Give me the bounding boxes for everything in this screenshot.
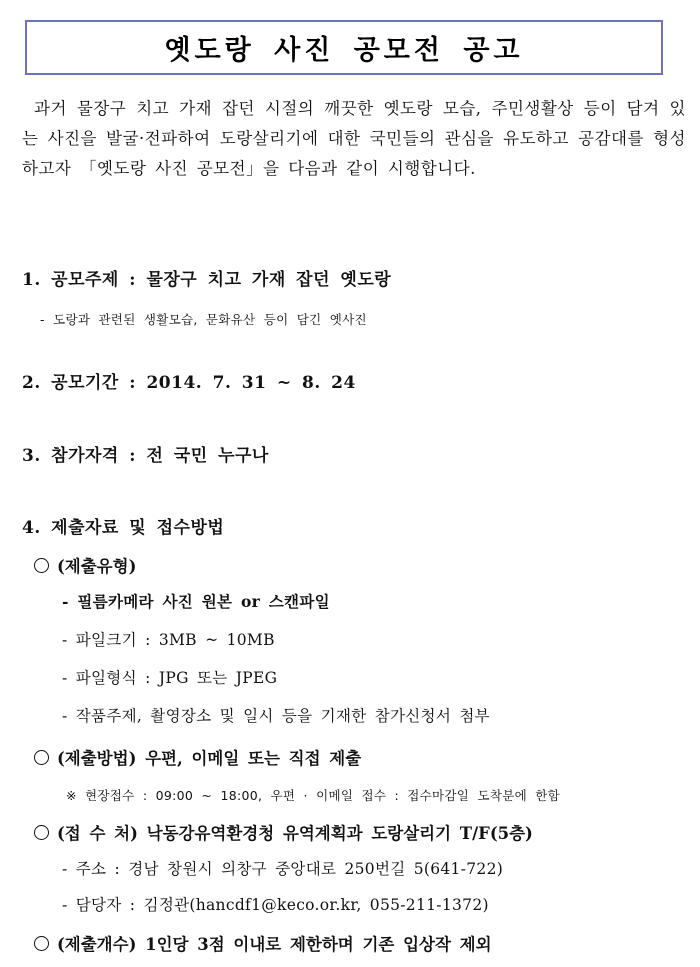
type-item: - 작품주제, 촬영장소 및 일시 등을 기재한 참가신청서 첨부	[62, 707, 490, 725]
type-item: - 파일형식 : JPG 또는 JPEG	[62, 669, 278, 687]
office-item: - 담당자 : 김정관(hancdf1@keco.or.kr, 055-211-1372)	[62, 896, 489, 914]
submission-method-label: (제출방법) 우편, 이메일 또는 직접 제출	[57, 749, 362, 768]
submission-type-row	[34, 553, 136, 577]
title-box	[25, 20, 663, 75]
submission-count-row	[34, 931, 492, 955]
submission-type-label: (제출유형)	[57, 557, 137, 576]
submission-count-label: (제출개수) 1인당 3점 이내로 제한하며 기존 입상작 제외	[57, 935, 492, 954]
circle-bullet-icon	[34, 750, 49, 765]
circle-bullet-icon	[34, 825, 49, 840]
office-row	[34, 820, 533, 844]
section-2-heading: 2. 공모기간 : 2014. 7. 31 ~ 8. 24	[22, 373, 356, 393]
circle-bullet-icon	[34, 936, 49, 951]
page-title: 옛도랑 사진 공모전 공고	[164, 35, 524, 66]
intro-paragraph: 과거 물장구 치고 가재 잡던 시절의 깨끗한 옛도랑 모습, 주민생활상 등이 담겨 있는 사진을 발굴·전파하여 도랑살리기에 대한 국민들의 관심을 유도하고 공감대를 형성하고자 「옛도랑 사진 공모전」을 다음과 같이 시행합니다.	[22, 99, 686, 178]
submission-method-row	[34, 745, 361, 769]
section-4-heading: 4. 제출자료 및 접수방법	[22, 518, 225, 538]
type-item: - 필름카메라 사진 원본 or 스캔파일	[62, 592, 330, 611]
office-item: - 주소 : 경남 창원시 의창구 중앙대로 250번길 5(641-722)	[62, 860, 504, 878]
office-label: (접 수 처) 낙동강유역환경청 유역계획과 도랑살리기 T/F(5층)	[57, 824, 533, 843]
type-item: - 파일크기 : 3MB ~ 10MB	[62, 631, 275, 649]
method-note: ※ 현장접수 : 09:00 ~ 18:00, 우편 · 이메일 접수 : 접수마감일 도착분에 한함	[66, 788, 560, 803]
circle-bullet-icon	[34, 558, 49, 573]
section-1-heading: 1. 공모주제 : 물장구 치고 가재 잡던 옛도랑	[22, 270, 392, 290]
section-3-heading: 3. 참가자격 : 전 국민 누구나	[22, 446, 269, 466]
section-1-note: - 도랑과 관련된 생활모습, 문화유산 등이 담긴 옛사진	[40, 312, 367, 327]
